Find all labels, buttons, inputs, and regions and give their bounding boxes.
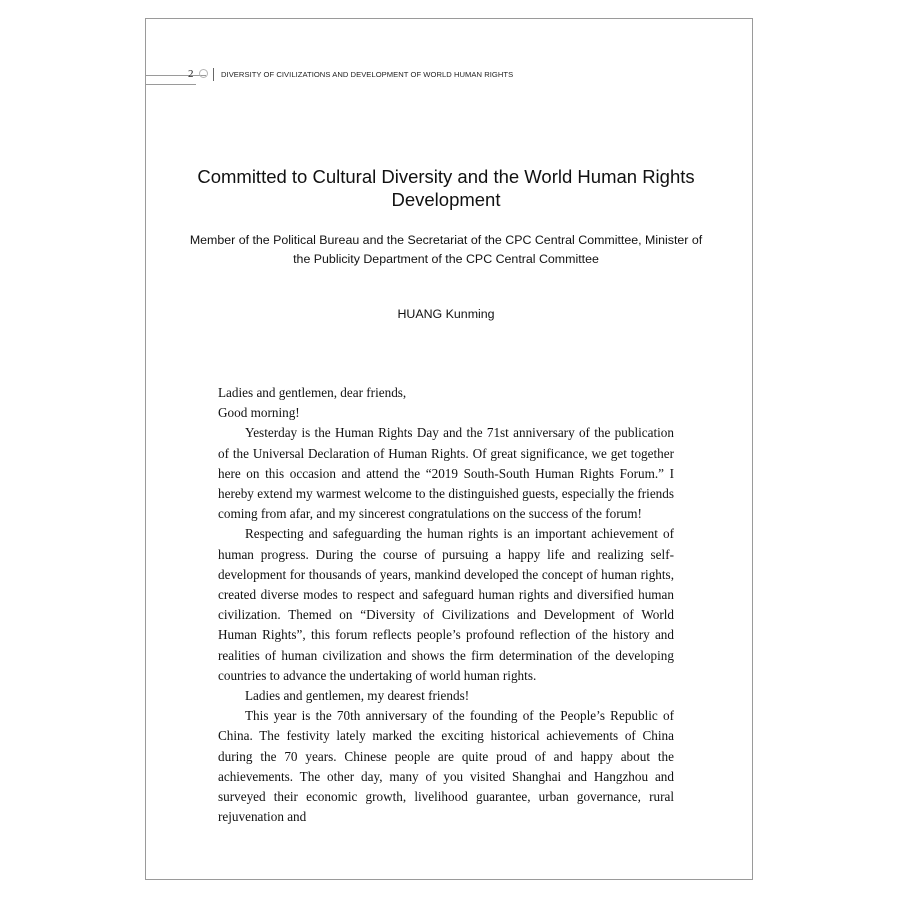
salutation: Ladies and gentlemen, dear friends, (218, 385, 407, 400)
paragraph: Respecting and safeguarding the human rights is an important achievement of human progress. During the course of pursuing a happy life and realizing self-development for thousands of years, mankind developed the concept of human rights, created diverse modes to respect and safeguard human rights and diversified human civilization. Themed on “Diversity of Civilizations and Development of World Human Rights”, this forum reflects people’s profound reflection of the history and realities of human civilization and shows the firm determination of the developing countries to advance the undertaking of world human rights. (218, 526, 674, 683)
paragraph: Ladies and gentlemen, my dearest friends! (245, 688, 470, 704)
page-number: 2 (188, 68, 194, 80)
author-affiliation: Member of the Political Bureau and the Secretariat of the CPC Central Committee, Minister of the Publicity Department of the CPC Central Committee (189, 233, 703, 266)
article-title: Committed to Cultural Diversity and the World Human Rights Development (197, 166, 695, 210)
header-rule-bottom (146, 84, 196, 85)
document-page (145, 18, 753, 880)
paragraph: This year is the 70th anniversary of the founding of the People’s Republic of China. The festivity lately marked the exciting historical achievements of China during the 70 years. Chinese people are quite proud of and happy about the achievements. The other day, many of you visited Shanghai and Hangzhou and surveyed their economic growth, livelihood guarantee, urban governance, rural rejuvenation and (218, 708, 674, 825)
circle-ornament-icon (199, 69, 208, 78)
header-rule-top (146, 75, 206, 76)
paragraph: Yesterday is the Human Rights Day and the 71st anniversary of the publication of the Universal Declaration of Human Rights. Of great significance, we get together here on this occasion and attend the “2019 South-South Human Rights Forum.” I hereby extend my warmest welcome to the distinguished guests, especially the friends coming from afar, and my sincerest congratulations on the success of the forum! (218, 425, 674, 522)
header-divider (213, 68, 214, 81)
author-name: HUANG Kunming (397, 307, 495, 321)
running-head: DIVERSITY OF CIVILIZATIONS AND DEVELOPMENT OF WORLD HUMAN RIGHTS (221, 70, 514, 79)
greeting: Good morning! (218, 405, 300, 421)
article-body (218, 383, 674, 827)
